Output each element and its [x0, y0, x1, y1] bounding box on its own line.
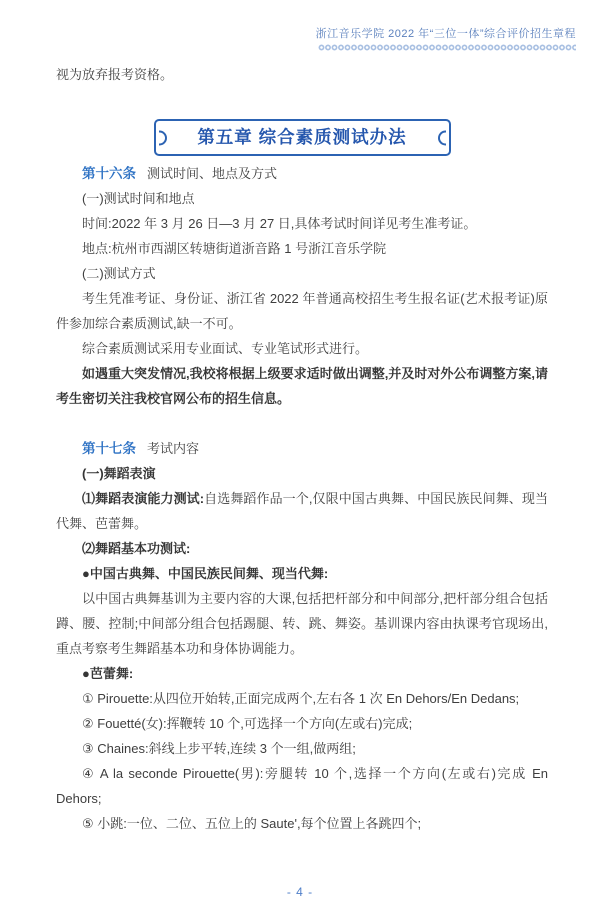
article16-section2-heading: (二)测试方式: [82, 266, 156, 281]
article16-time-line: 时间:2022 年 3 月 26 日—3 月 27 日,具体考试时间详见考生准考证。: [82, 216, 477, 231]
article16-paragraph-1: 考生凭准考证、身份证、浙江省 2022 年普通高校招生考生报名证(艺术报考证)原件参加综合素质测试,缺一不可。: [56, 291, 548, 331]
article16-heading: [56, 161, 548, 186]
chapter-ornament-right-icon: [438, 130, 446, 145]
article17-bullet1-body: 以中国古典舞基训为主要内容的大课,包括把杆部分和中间部分,把杆部分组合包括蹲、腰、控制;中间部分组合包括踢腿、转、跳、舞姿。基训课内容由执课考官现场出,重点考察考生舞蹈基本功和身体协调能力。: [56, 591, 548, 656]
header-chain-divider: [318, 44, 576, 51]
article16-number: 第十六条: [82, 166, 136, 181]
article17-bullet2-heading: ●芭蕾舞:: [82, 666, 134, 681]
article17-heading: [56, 436, 548, 461]
document-body: [56, 62, 548, 836]
article16-place-line: 地点:杭州市西湖区转塘街道浙音路 1 号浙江音乐学院: [82, 241, 387, 256]
article17-item2-heading: ⑵舞蹈基本功测试:: [82, 541, 191, 556]
ballet-item-1: ① Pirouette:从四位开始转,正面完成两个,左右各 1 次 En Dehors/En Dedans;: [82, 691, 520, 706]
article17-bullet1-heading: ●中国古典舞、中国民族民间舞、现当代舞:: [82, 566, 329, 581]
article17-item1-lead: ⑴舞蹈表演能力测试:: [82, 491, 205, 506]
article17-number: 第十七条: [82, 441, 136, 456]
article16-paragraph-3-bold: 如遇重大突发情况,我校将根据上级要求适时做出调整,并及时对外公布调整方案,请考生密切关注我校官网公布的招生信息。: [56, 366, 548, 406]
chapter-ornament-left-icon: [159, 130, 167, 145]
ballet-item-5: ⑤ 小跳:一位、二位、五位上的 Saute',每个位置上各跳四个;: [82, 816, 422, 831]
ballet-item-2: ② Fouetté(女):挥鞭转 10 个,可选择一个方向(左或右)完成;: [82, 716, 413, 731]
article17-title: 考试内容: [147, 441, 200, 456]
ballet-item-3: ③ Chaines:斜线上步平转,连续 3 个一组,做两组;: [82, 741, 356, 756]
page-number: - 4 -: [286, 885, 314, 899]
article17-item1-rest: 自选舞蹈作品一个,仅限中国古典舞、中国民族民间舞、现当代舞、芭蕾舞。: [56, 491, 548, 531]
article17-item1: [56, 486, 548, 536]
page-header-title: 浙江音乐学院 2022 年“三位一体”综合评价招生章程: [315, 28, 576, 40]
article17-section1-heading: (一)舞蹈表演: [82, 466, 156, 481]
article16-paragraph-2: 综合素质测试采用专业面试、专业笔试形式进行。: [82, 341, 369, 356]
article16-title: 测试时间、地点及方式: [147, 166, 278, 181]
page-header: [316, 25, 576, 51]
article16-section1-heading: (一)测试时间和地点: [82, 191, 195, 206]
chapter-heading-box: [154, 119, 451, 156]
chapter-title: 第五章 综合素质测试办法: [197, 127, 407, 147]
ballet-item-4: ④ A la seconde Pirouette(男):旁腿转 10 个,选择一个方向(左或右)完成 En Dehors;: [56, 766, 548, 806]
carryover-paragraph: 视为放弃报考资格。: [56, 67, 174, 82]
